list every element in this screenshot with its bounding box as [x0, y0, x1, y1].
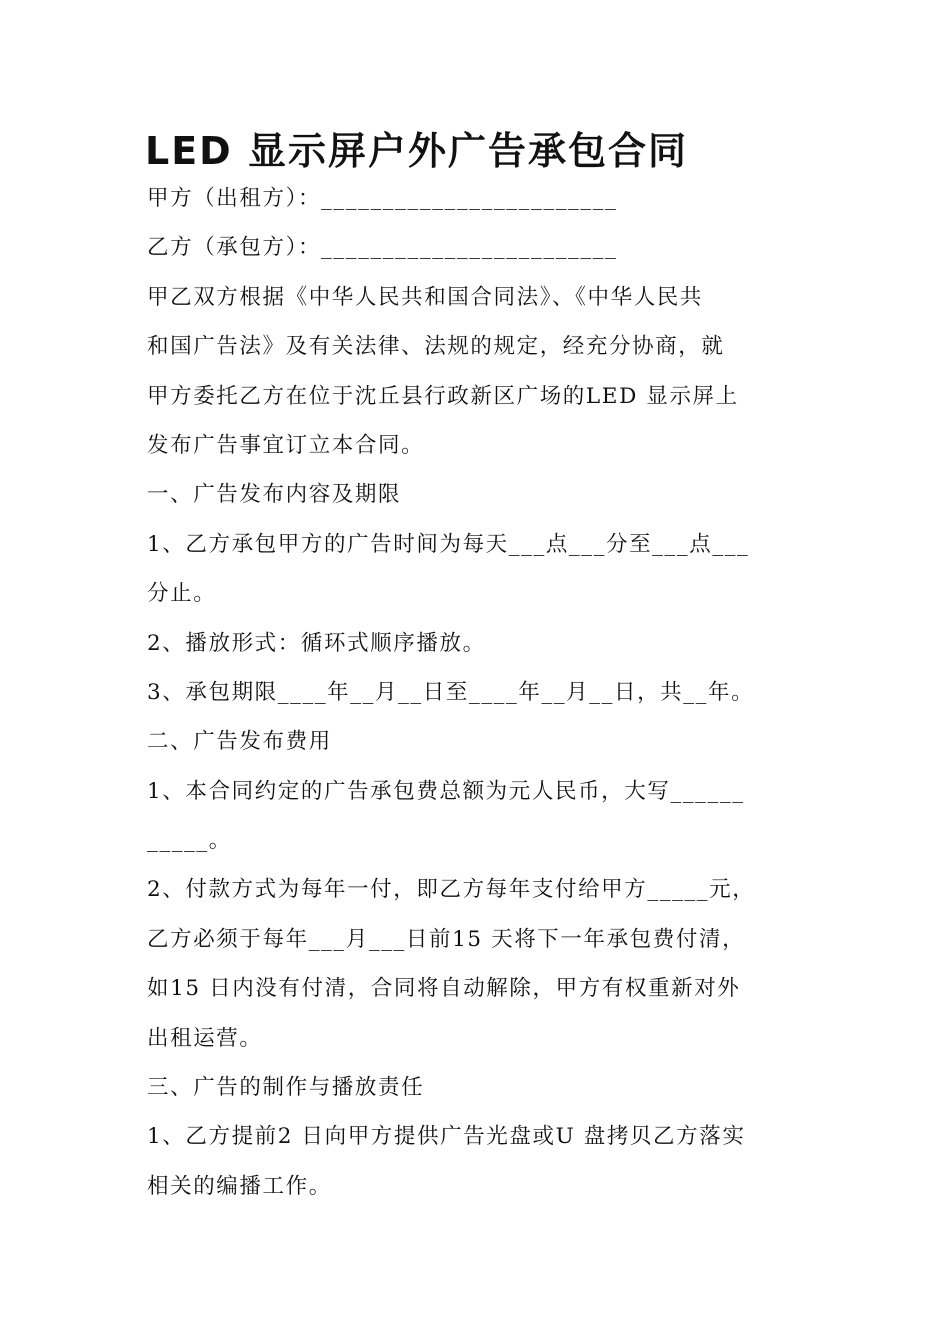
section-heading-2: 二、广告发布费用 [147, 729, 332, 755]
clause-2-1-line-1: 1、本合同约定的广告承包费总额为元人民币，大写______ [147, 778, 745, 804]
clause-2-2-line-3: 如15 日内没有付清，合同将自动解除，甲方有权重新对外 [147, 976, 741, 1002]
preamble-line-1: 甲乙双方根据《中华人民共和国合同法》、《中华人民共 [147, 284, 704, 310]
preamble-line-3: 甲方委托乙方在位于沈丘县行政新区广场的LED 显示屏上 [147, 383, 739, 409]
clause-2-2-line-4: 出租运营。 [147, 1025, 263, 1051]
preamble-line-2: 和国广告法》及有关法律、法规的规定，经充分协商，就 [147, 334, 725, 360]
clause-3-1-line-2: 相关的编播工作。 [147, 1173, 332, 1199]
clause-2-2-line-1: 2、付款方式为每年一付，即乙方每年支付给甲方_____元， [147, 877, 756, 903]
clause-1-1-line-1: 1、乙方承包甲方的广告时间为每天___点___分至___点___ [147, 531, 750, 557]
preamble-line-4: 发布广告事宜订立本合同。 [147, 432, 425, 458]
contract-body [147, 174, 797, 1211]
clause-2-1-line-2: _____。 [147, 828, 232, 854]
party-b-line: 乙方（承包方）：________________________ [147, 235, 618, 261]
clause-1-1-line-2: 分止。 [147, 581, 217, 607]
clause-3-1-line-1: 1、乙方提前2 日向甲方提供广告光盘或U 盘拷贝乙方落实 [147, 1124, 746, 1150]
clause-1-3: 3、承包期限____年__月__日至____年__月__日，共__年。 [147, 679, 755, 705]
clause-1-2: 2、播放形式：循环式顺序播放。 [147, 630, 486, 656]
section-heading-1: 一、广告发布内容及期限 [147, 482, 402, 508]
section-heading-3: 三、广告的制作与播放责任 [147, 1075, 425, 1101]
party-a-line: 甲方（出租方）：________________________ [147, 186, 618, 211]
clause-2-2-line-2: 乙方必须于每年___月___日前15 天将下一年承包费付清， [147, 926, 746, 952]
document-title: LED 显示屏户外广告承包合同 [145, 129, 688, 173]
